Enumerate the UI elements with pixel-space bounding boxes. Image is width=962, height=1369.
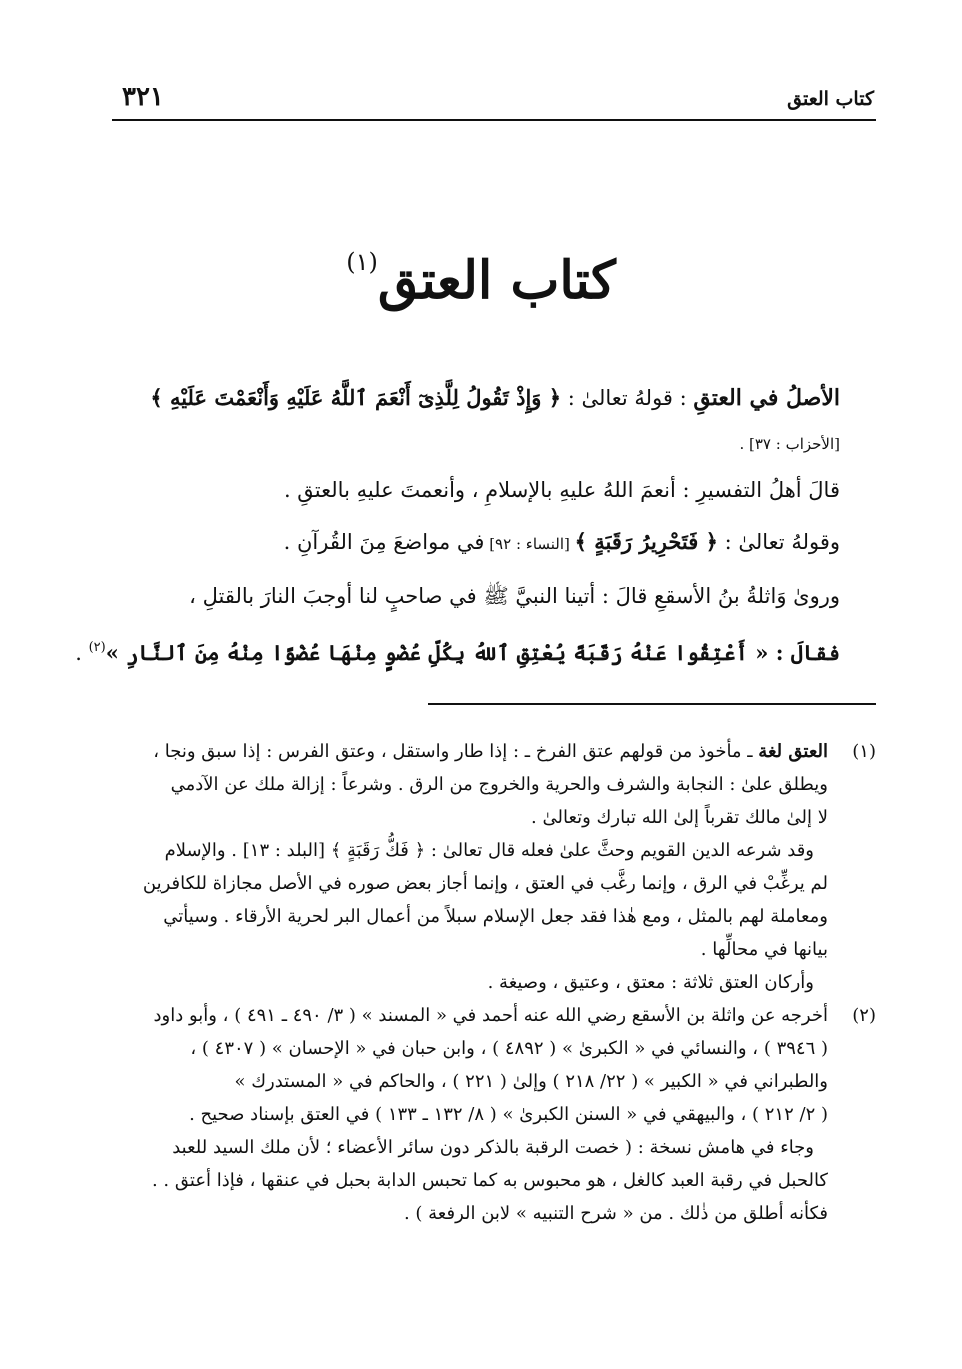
footnote-line: كالحبل في رقبة العبد كالغل ، هو محبوس به كما تحبس الدابة بحبل في عنقها ، فإذا أعتق . . <box>151 1170 828 1191</box>
footnote-line: وقد شرعه الدين القويم وحثَّ علىٰ فعله قال تعالىٰ : ﴿ فَكُّ رَقَبَةٍ ﴾ [البلد : ١٣] . والإسلام <box>164 840 814 861</box>
footnotes <box>98 735 876 1230</box>
footnote-line: فكأنه أطلق من ذٰلك . من « شرح التنبيه » لابن الرفعة ) . <box>403 1203 828 1224</box>
verse-citation: [الأحزاب : ٣٧] . <box>739 435 840 453</box>
chapter-heading <box>0 248 962 311</box>
section-label: الأصلُ في العتقِ <box>693 385 840 411</box>
body-text: في مواضعَ مِنَ القُرآنِ . <box>283 530 485 554</box>
footnote-line: لا إلىٰ مالك تقرباً إلىٰ الله تبارك وتعالىٰ . <box>531 807 828 828</box>
footnote-line: وجاء في هامش نسخة : ( خصت الرقبة بالذكر دون سائر الأعضاء ؛ لأن ملك السيد للعبد <box>172 1137 814 1158</box>
footnote-marker: (٢) <box>852 1005 876 1026</box>
footnote-line: ( ٣٩٤٦ ) ، والنسائي في « الكبرىٰ » ( ٤٨٩٢ ) ، وابن حبان في « الإحسان » ( ٤٣٠٧ ) ، <box>190 1038 828 1059</box>
footnote-line: وأركان العتق ثلاثة : معتق ، وعتيق ، وصيغة . <box>487 972 814 993</box>
footnote-headword: العتق لغة <box>758 741 828 762</box>
body-line: وروىٰ وَاثلةُ بنُ الأسقعِ قالَ : أتينا النبيَّ ﷺ في صاحبٍ لنا أوجبَ النارَ بالقتلِ ، <box>189 584 840 608</box>
footnote-line: ( ٢/ ٢١٢ ) ، والبيهقي في « السنن الكبرىٰ » ( ٨/ ١٣٢ ـ ١٣٣ ) في العتق بإسناد صحيح . <box>189 1104 828 1125</box>
footnote-line: ويطلق علىٰ : النجابة والشرف والحرية والخروج من الرق . وشرعاً : إزالة ملك عن الآدمي <box>170 774 828 795</box>
hadith-text: فقالَ : « أَعْتِقُوا عَنْهُ رَقَبَةً يُعْتِقِ ٱللهُ بِكُلِّ عُضْوٍ مِنْهَا عُضْوًا مِنْهُ مِنَ ٱلنَّارِ » <box>105 640 840 665</box>
chapter-title: كتاب العتق <box>377 250 616 311</box>
footnote-line: بيانها في محالِّها . <box>700 939 828 960</box>
body-line: قالَ أهلُ التفسيرِ : أنعمَ اللهُ عليهِ بالإسلامِ ، وأنعمتَ عليهِ بالعتقِ . <box>283 478 840 502</box>
footnote-divider <box>428 703 876 705</box>
main-text <box>75 372 840 679</box>
body-line <box>75 622 840 679</box>
footnote <box>98 999 876 1230</box>
body-line <box>104 516 840 570</box>
footnote-line: لم يرغِّبْ في الرق ، وإنما رغَّب في العتق ، وإنما أجاز بعض صوره في الأصل مجازاة للكافرين <box>142 873 828 894</box>
body-text: وقولهُ تعالىٰ : <box>717 530 840 554</box>
body-text: . <box>75 641 89 665</box>
footnote-line: أخرجه عن واثلة بن الأسقع رضي الله عنه أحمد في « المسند » ( ٣/ ٤٩٠ ـ ٤٩١ ) ، وأبو داود <box>153 1005 828 1026</box>
quran-verse: ﴿ فَتَحْرِيرُ رَقَبَةٍ ﴾ <box>574 529 718 554</box>
chapter-footnote-ref: (١) <box>346 248 378 276</box>
body-line <box>104 372 840 424</box>
quran-verse: ﴿ وَإِذْ تَقُولُ لِلَّذِىٓ أَنْعَمَ ٱللَّهُ عَلَيْهِ وَأَنْعَمْتَ عَلَيْهِ ﴾ <box>150 385 562 410</box>
body-text: : قولهُ تعالىٰ : <box>561 386 694 410</box>
header-divider <box>112 119 876 121</box>
footnote-line <box>98 735 828 768</box>
verse-citation: [النساء : ٩٢] <box>484 535 575 553</box>
footnote-line: ومعاملة لهم بالمثل ، ومع هٰذا فقد جعل الإسلام سبلاً من أعمال البر لحرية الأرقاء . وسيأتي <box>163 906 828 927</box>
footnote-marker: (١) <box>852 741 876 762</box>
page-number: ٣٢١ <box>122 82 164 112</box>
footnote-ref: (٢) <box>88 640 106 655</box>
footnote-text: ـ مأخوذ من قولهم عتق الفرخ ـ : إذا طار واستقل ، وعتق الفرس : إذا سبق ونجا ، <box>153 741 759 762</box>
footnote-line: والطبراني في « الكبير » ( ٢٢/ ٢١٨ ) وإلىٰ ( ٢٢١ ) ، والحاكم في « المستدرك » <box>234 1071 828 1092</box>
running-head-title: كتاب العتق <box>787 88 874 110</box>
footnote <box>98 735 876 999</box>
